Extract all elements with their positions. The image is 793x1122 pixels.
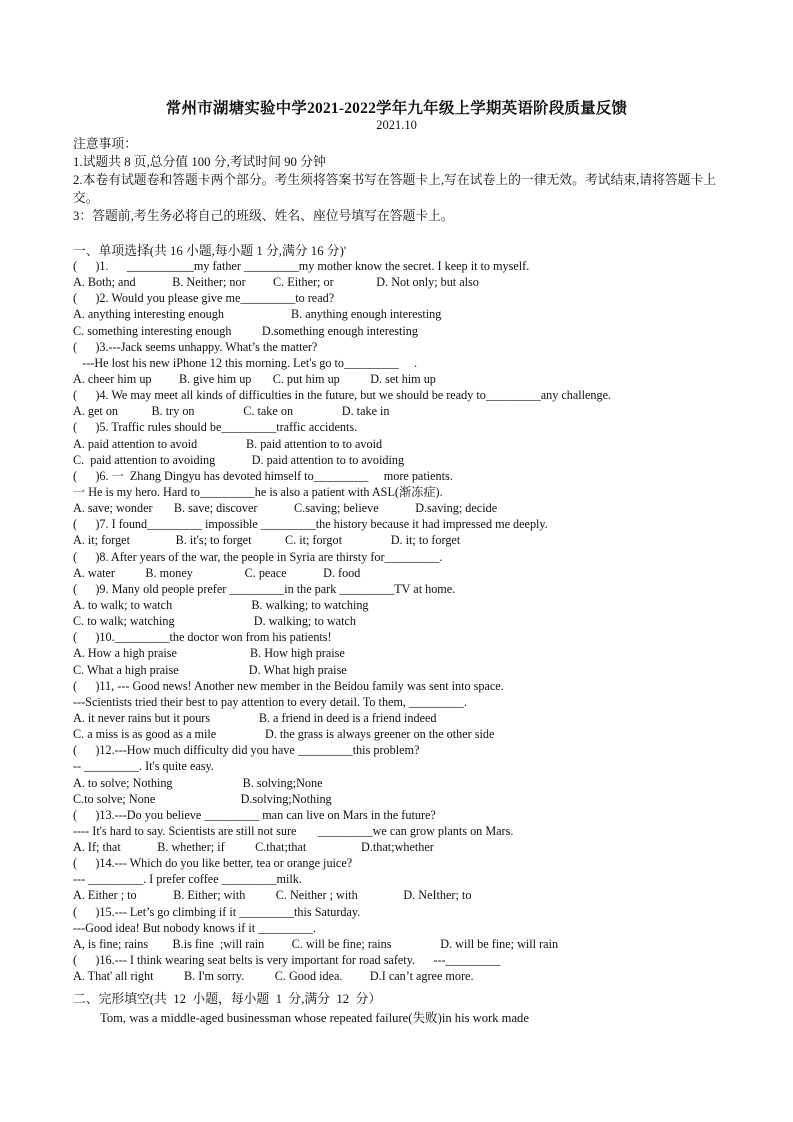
- question-line: A. get on B. try on C. take on D. take in: [73, 404, 390, 419]
- question-line: -- _________. It's quite easy.: [73, 759, 214, 774]
- question-line: ( )14.--- Which do you like better, tea or orange juice?: [73, 856, 353, 871]
- question-line: C. paid attention to avoiding D. paid attention to to avoiding: [73, 452, 405, 467]
- question-line: ---- It's hard to say. Scientists are still not sure _________we can grow plants on Mars.: [73, 823, 514, 838]
- cloze-paragraph: Tom, was a middle-aged businessman whose repeated failure(失败)in his work made: [100, 1011, 529, 1025]
- question-line: ( )11, --- Good news! Another new member in the Beidou family was sent into space.: [73, 678, 504, 693]
- question-line: ---Scientists tried their best to pay attention to every detail. To them, _________.: [73, 694, 467, 709]
- question-line: A. Both; and B. Neither; nor C. Either; or D. Not only; but also: [73, 275, 479, 290]
- note-item: 1.试题共 8 页,总分值 100 分,考试时间 90 分钟: [73, 155, 326, 169]
- question-line: C. What a high praise D. What high praise: [73, 662, 347, 677]
- question-line: ( )7. I found_________ impossible _________the history because it had impressed me deeply.: [73, 517, 548, 532]
- question-line: ( )12.---How much difficulty did you have _________this problem?: [73, 743, 420, 758]
- question-line: A. save; wonder B. save; discover C.saving; believe D.saving; decide: [73, 501, 498, 516]
- question-line: A, is fine; rains B.is fine ;will rain C. will be fine; rains D. will be fine; will rain: [73, 936, 559, 951]
- question-line: ---Good idea! But nobody knows if it _________.: [73, 920, 317, 935]
- page-title: 常州市湖塘实验中学2021-2022学年九年级上学期英语阶段质量反馈: [165, 100, 628, 117]
- question-line: A. That' all right B. I'm sorry. C. Good idea. D.I can’t agree more.: [73, 969, 474, 984]
- question-line: A. it never rains but it pours B. a friend in deed is a friend indeed: [73, 710, 437, 725]
- question-line: ---He lost his new iPhone 12 this morning. Let's go to_________ .: [73, 355, 418, 370]
- question-list: [73, 258, 763, 984]
- question-line: 一 He is my hero. Hard to_________he is also a patient with ASL(渐冻症).: [73, 484, 443, 499]
- notes-heading: 注意事项：: [73, 137, 137, 151]
- question-line: ( )1. ___________my father _________my mother know the secret. I keep it to myself.: [73, 259, 530, 273]
- notes-block: [73, 135, 733, 225]
- question-line: A. Either ; to B. Either; with C. Neither ; with D. NeIther; to: [73, 888, 472, 903]
- note-item: 3：答题前,考生务必将自己的班级、姓名、座位号填写在答题卡上。: [73, 209, 454, 223]
- section-heading-multiple-choice: 一、单项选择(共 16 小题,每小题 1 分,满分 16 分)': [73, 244, 347, 258]
- question-line: A. paid attention to avoid B. paid attention to to avoid: [73, 436, 383, 451]
- question-line: ( )6. 一 Zhang Dingyu has devoted himself to_________ more patients.: [73, 468, 453, 483]
- question-line: A. to walk; to watch B. walking; to watching: [73, 597, 369, 612]
- question-line: A. How a high praise B. How high praise: [73, 646, 345, 661]
- question-line: ( )4. We may meet all kinds of difficulties in the future, but we should be ready to_________any challenge.: [73, 388, 612, 403]
- question-line: C.to solve; None D.solving;Nothing: [73, 791, 332, 806]
- question-line: ( )8. After years of the war, the people in Syria are thirsty for_________.: [73, 549, 443, 564]
- question-line: C. something interesting enough D.something enough interesting: [73, 323, 418, 338]
- question-line: C. to walk; watching D. walking; to watch: [73, 614, 356, 629]
- question-line: ( )3.---Jack seems unhappy. What’s the matter?: [73, 339, 318, 354]
- question-line: ( )9. Many old people prefer _________in the park _________TV at home.: [73, 581, 456, 596]
- question-line: ( )13.---Do you believe _________ man can live on Mars in the future?: [73, 807, 436, 822]
- question-line: A. water B. money C. peace D. food: [73, 565, 361, 580]
- question-line: A. If; that B. whether; if C.that;that D.that;whether: [73, 840, 434, 855]
- question-line: ( )5. Traffic rules should be_________traffic accidents.: [73, 420, 358, 435]
- question-line: C. a miss is as good as a mile D. the grass is always greener on the other side: [73, 727, 495, 742]
- question-line: A. anything interesting enough B. anything enough interesting: [73, 307, 442, 322]
- note-item: 2.本卷有试题卷和答题卡两个部分。考生须将答案书写在答题卡上,写在试卷上的一律无效。考试结束,请将答题卡上交。: [73, 173, 717, 205]
- question-line: A. to solve; Nothing B. solving;None: [73, 775, 323, 790]
- question-line: ( )2. Would you please give me_________to read?: [73, 291, 335, 306]
- question-line: A. it; forget B. it's; to forget C. it; forgot D. it; to forget: [73, 533, 461, 548]
- section-heading-cloze: 二、完形填空(共 12 小题，每小题 1 分,满分 12 分）: [73, 992, 382, 1006]
- question-line: ( )10._________the doctor won from his patients!: [73, 630, 332, 645]
- question-line: ( )16.--- I think wearing seat belts is very important for road safety. ---_________: [73, 953, 501, 968]
- question-line: --- _________. I prefer coffee _________milk.: [73, 872, 302, 887]
- exam-date: 2021.10: [376, 118, 417, 132]
- question-line: A. cheer him up B. give him up C. put him up D. set him up: [73, 371, 436, 386]
- question-line: ( )15.--- Let’s go climbing if it _________this Saturday.: [73, 904, 361, 919]
